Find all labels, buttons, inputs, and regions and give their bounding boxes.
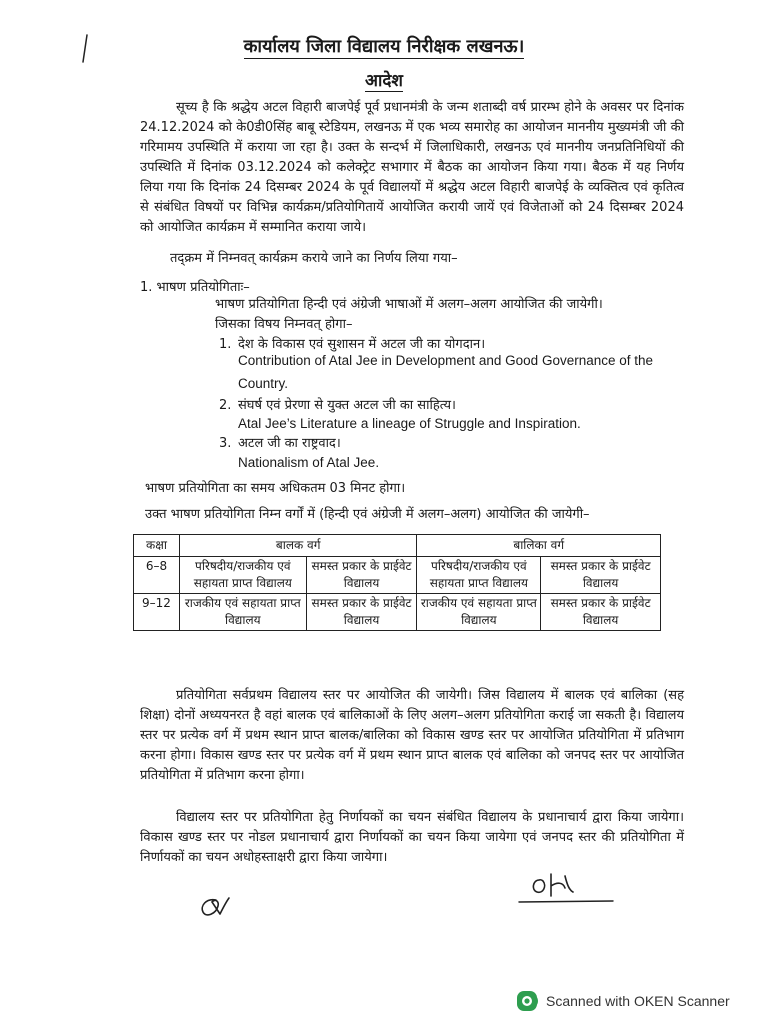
table-cell-class: 6–8 [134, 557, 180, 594]
order-heading-text: आदेश [365, 71, 403, 91]
selection-paragraph: प्रतियोगिता सर्वप्रथम विद्यालय स्तर पर आयोजित की जायेगी। जिस विद्यालय में बालक एवं बालिका (सह शिक्षा) दोनों अध्ययनरत है वहां बालक एवं बालिकाओं के लिए अलग–अलग प्रतियोगिता कराई जा सकती है। विद्यालय स्तर पर प्रत्येक वर्ग में प्रथम स्थान प्राप्त बालक/बालिका को विकास खण्ड स्तर पर आयोजित प्रतियोगिता में प्रतिभाग करना होगा। विकास खण्ड स्तर पर प्रत्येक वर्ग में प्रथम स्थान प्राप्त बालक एवं बालिका को जनपद स्तर पर आयोजित प्रतियोगिता में प्रतिभाग करना होगा। [140, 688, 684, 783]
category-table [133, 534, 661, 631]
table-cell-class: 9–12 [134, 594, 180, 631]
office-title [0, 34, 768, 58]
topic-hindi: देश के विकास एवं सुशासन में अटल जी का योगदान। [238, 337, 486, 352]
scanner-watermark [516, 990, 730, 1012]
decision-line: तद्क्रम में निम्नवत् कार्यक्रम कराये जाने का निर्णय लिया गया– [170, 251, 458, 266]
table-header-class: कक्षा [134, 535, 180, 557]
judges-paragraph: विद्यालय स्तर पर प्रतियोगिता हेतु निर्णायकों का चयन संबंधित विद्यालय के प्रधानाचार्य द्वारा किया जायेगा। विकास खण्ड स्तर पर नोडल प्रधानाचार्य द्वारा निर्णायकों का चयन किया जायेगा एवं जनपद स्तर की प्रतियोगिता में निर्णायकों का चयन अधोहस्ताक्षरी द्वारा किया जायेगा। [140, 810, 684, 865]
categories-line: उक्त भाषण प्रतियोगिता निम्न वर्गों में (हिन्दी एवं अंग्रेजी में अलग–अलग) आयोजित की जायेगी– [145, 507, 590, 522]
topic-english: Atal Jee’s Literature a lineage of Struggle and Inspiration. [238, 416, 581, 431]
topic-hindi: संघर्ष एवं प्रेरणा से युक्त अटल जी का साहित्य। [238, 398, 456, 413]
table-cell: समस्त प्रकार के प्राईवेट विद्यालय [541, 594, 661, 631]
initials-signature-icon [196, 892, 232, 922]
office-title-text: कार्यालय जिला विद्यालय निरीक्षक लखनऊ। [243, 36, 525, 57]
table-row [134, 557, 661, 594]
table-cell: राजकीय एवं सहायता प्राप्त विद्यालय [417, 594, 541, 631]
section1-heading: 1. भाषण प्रतियोगिताः– [140, 280, 250, 295]
table-row [134, 594, 661, 631]
speech-language-line: भाषण प्रतियोगिता हिन्दी एवं अंग्रेजी भाषाओं में अलग–अलग आयोजित की जायेगी। [215, 297, 603, 312]
table-header-row [134, 535, 661, 557]
order-heading [0, 68, 768, 91]
speech-time-line: भाषण प्रतियोगिता का समय अधिकतम 03 मिनट होगा। [145, 481, 406, 496]
table-header-boys: बालक वर्ग [179, 535, 417, 557]
officer-signature-icon [515, 868, 615, 908]
topic-english: Contribution of Atal Jee in Development and Good Governance of the [238, 353, 654, 368]
topic-number: 2. [219, 398, 232, 413]
table-header-girls: बालिका वर्ग [417, 535, 661, 557]
topic-hindi: अटल जी का राष्ट्रवाद। [238, 436, 341, 451]
table-cell: समस्त प्रकार के प्राईवेट विद्यालय [306, 557, 417, 594]
table-cell: परिषदीय/राजकीय एवं सहायता प्राप्त विद्यालय [179, 557, 306, 594]
topic-number: 1. [219, 337, 232, 352]
table-cell: राजकीय एवं सहायता प्राप्त विद्यालय [179, 594, 306, 631]
intro-paragraph: सूच्य है कि श्रद्धेय अटल विहारी बाजपेई पूर्व प्रधानमंत्री के जन्म शताब्दी वर्ष प्रारम्भ होने के अवसर पर दिनांक 24.12.2024 को के0डी0सिंह बाबू स्टेडियम, लखनऊ में एक भव्य समारोह का आयोजन माननीय मुख्यमंत्री जी की गरिमामय उपस्थिति में कराया जा रहा है। उक्त के सन्दर्भ में जिलाधिकारी, लखनऊ एवं माननीय जनप्रतिनिधियों की उपस्थिति में दिनांक 03.12.2024 को कलेक्ट्रेट सभागार में बैठक का आयोजन किया गया। बैठक में यह निर्णय लिया गया कि दिनांक 24 दिसम्बर 2024 के पूर्व विद्यालयों में श्रद्धेय अटल विहारी बाजपेई के व्यक्तित्व एवं कृतित्व से संबंधित विषयों पर विभिन्न कार्यक्रम/प्रतियोगितायें आयोजित करायी जायें एवं विजेताओं को 24 दिसम्बर 2024 को आयोजित कार्यक्रम में सम्मानित कराया जाये। [140, 100, 684, 235]
oken-scanner-logo-icon [516, 990, 540, 1012]
topic-number: 3. [219, 436, 232, 451]
topic-intro-line: जिसका विषय निम्नवत् होगा– [215, 317, 353, 332]
table-cell: समस्त प्रकार के प्राईवेट विद्यालय [541, 557, 661, 594]
scanner-watermark-text: Scanned with OKEN Scanner [546, 993, 730, 1009]
table-cell: समस्त प्रकार के प्राईवेट विद्यालय [306, 594, 417, 631]
topic-english: Nationalism of Atal Jee. [238, 455, 380, 470]
table-cell: परिषदीय/राजकीय एवं सहायता प्राप्त विद्यालय [417, 557, 541, 594]
topic-english-continued: Country. [238, 376, 289, 391]
